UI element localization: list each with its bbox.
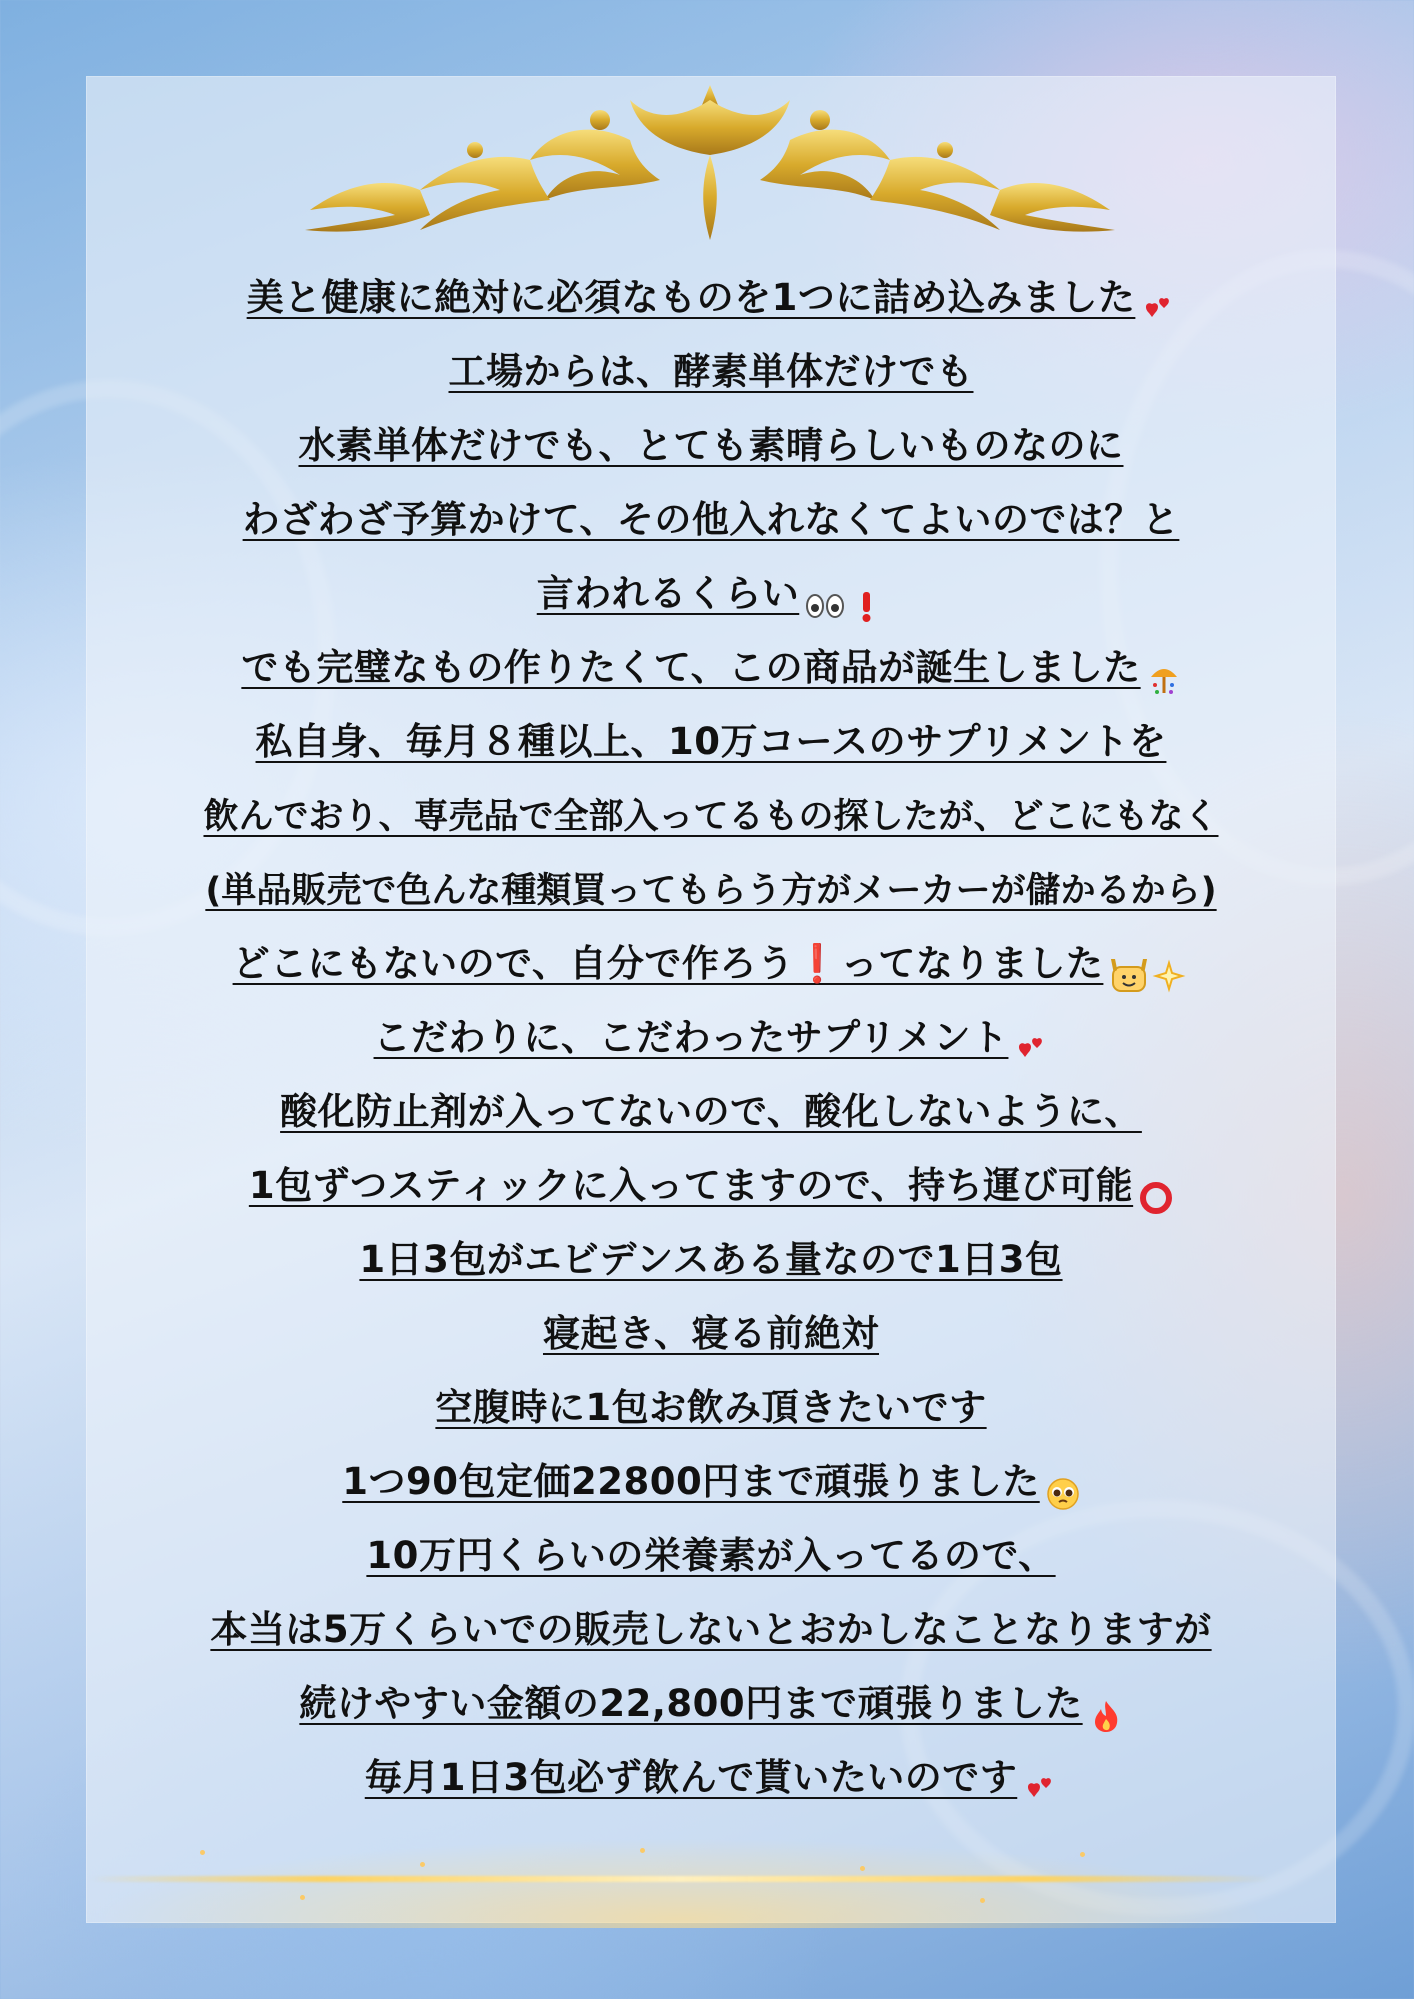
text-line	[342, 1437, 1079, 1511]
text-line	[280, 1067, 1142, 1141]
line-text: わざわざ予算かけて、その他入れなくてよいのでは？と	[242, 498, 1180, 541]
text-line	[543, 1289, 879, 1363]
line-text: 工場からは、酵素単体だけでも	[448, 350, 974, 393]
line-text: 続けやすい金額の22,800円まで頑張りました	[299, 1682, 1083, 1725]
sparkle-dot	[980, 1898, 985, 1903]
gold-glow	[90, 1838, 1270, 1928]
line-text: 空腹時に1包お飲み頂きたいです	[435, 1386, 987, 1429]
text-line	[203, 771, 1218, 845]
line-text: 美と健康に絶対に必須なものを1つに詰め込みました	[246, 276, 1136, 319]
line-text: 1日3包がエビデンスある量なので1日3包	[359, 1238, 1063, 1281]
text-line	[241, 623, 1180, 697]
line-text: 本当は5万くらいでの販売しないとおかしなことなりますが	[210, 1608, 1212, 1651]
line-text: 1つ90包定価22800円まで頑張りました	[342, 1460, 1040, 1503]
text-line	[256, 697, 1167, 771]
line-text: 酸化防止剤が入ってないので、酸化しないように、	[280, 1090, 1142, 1133]
text-line	[233, 919, 1190, 993]
text-line	[299, 1659, 1122, 1733]
two-hearts-icon	[1023, 1773, 1057, 1807]
text-line	[374, 993, 1049, 1067]
line-text: 1包ずつスティックに入ってますので、持ち運び可能	[248, 1164, 1134, 1207]
line-text: でも完璧なもの作りたくて、この商品が誕生しました	[241, 646, 1141, 689]
line-text: 私自身、毎月８種以上、10万コースのサプリメントを	[255, 720, 1167, 763]
text-line	[359, 1215, 1062, 1289]
text-line	[537, 549, 886, 623]
text-line	[365, 1733, 1058, 1807]
pleading-face-icon	[1046, 1477, 1080, 1511]
sparkle-dot	[300, 1895, 305, 1900]
line-text: (単品販売で色んな種類買ってもらう方がメーカーが儲かるから)	[205, 871, 1217, 911]
line-text: 言われるくらい	[536, 572, 800, 615]
line-text: 飲んでおり、専売品で全部入ってるもの探したが、どこにもなく	[203, 797, 1219, 837]
text-line	[247, 253, 1176, 327]
line-text: どこにもないので、自分で作ろう❗️ってなりました	[232, 942, 1104, 985]
text-line	[249, 1141, 1173, 1215]
sparkle-dot	[1080, 1852, 1085, 1857]
party-icon	[1147, 663, 1181, 697]
gold-ornament-icon	[300, 80, 1120, 240]
text-line	[435, 1363, 986, 1437]
text-line	[210, 1585, 1211, 1659]
text-line	[449, 327, 974, 401]
sparkle-dot	[860, 1866, 865, 1871]
eyes-exclamation-icon	[805, 589, 885, 623]
sparkle-dot	[200, 1850, 205, 1855]
line-text: こだわりに、こだわったサプリメント	[373, 1016, 1009, 1059]
text-line	[299, 401, 1124, 475]
line-text: 毎月1日3包必ず飲んで貰いたいのです	[364, 1756, 1018, 1799]
sparkle-dot	[420, 1862, 425, 1867]
text-line	[243, 475, 1180, 549]
message-lines	[86, 253, 1336, 1807]
line-text: 10万円くらいの栄養素が入ってるので、	[366, 1534, 1056, 1577]
two-hearts-icon	[1141, 293, 1175, 327]
text-line	[205, 845, 1216, 919]
raised-hands-sparkles-icon	[1109, 959, 1189, 993]
gold-glow-line	[90, 1876, 1270, 1882]
two-hearts-icon	[1014, 1033, 1048, 1067]
line-text: 寝起き、寝る前絶対	[542, 1312, 880, 1355]
text-line	[366, 1511, 1055, 1585]
red-circle-icon	[1139, 1181, 1173, 1215]
sparkle-dot	[640, 1848, 645, 1853]
line-text: 水素単体だけでも、とても素晴らしいものなのに	[298, 424, 1124, 467]
fire-icon	[1089, 1699, 1123, 1733]
